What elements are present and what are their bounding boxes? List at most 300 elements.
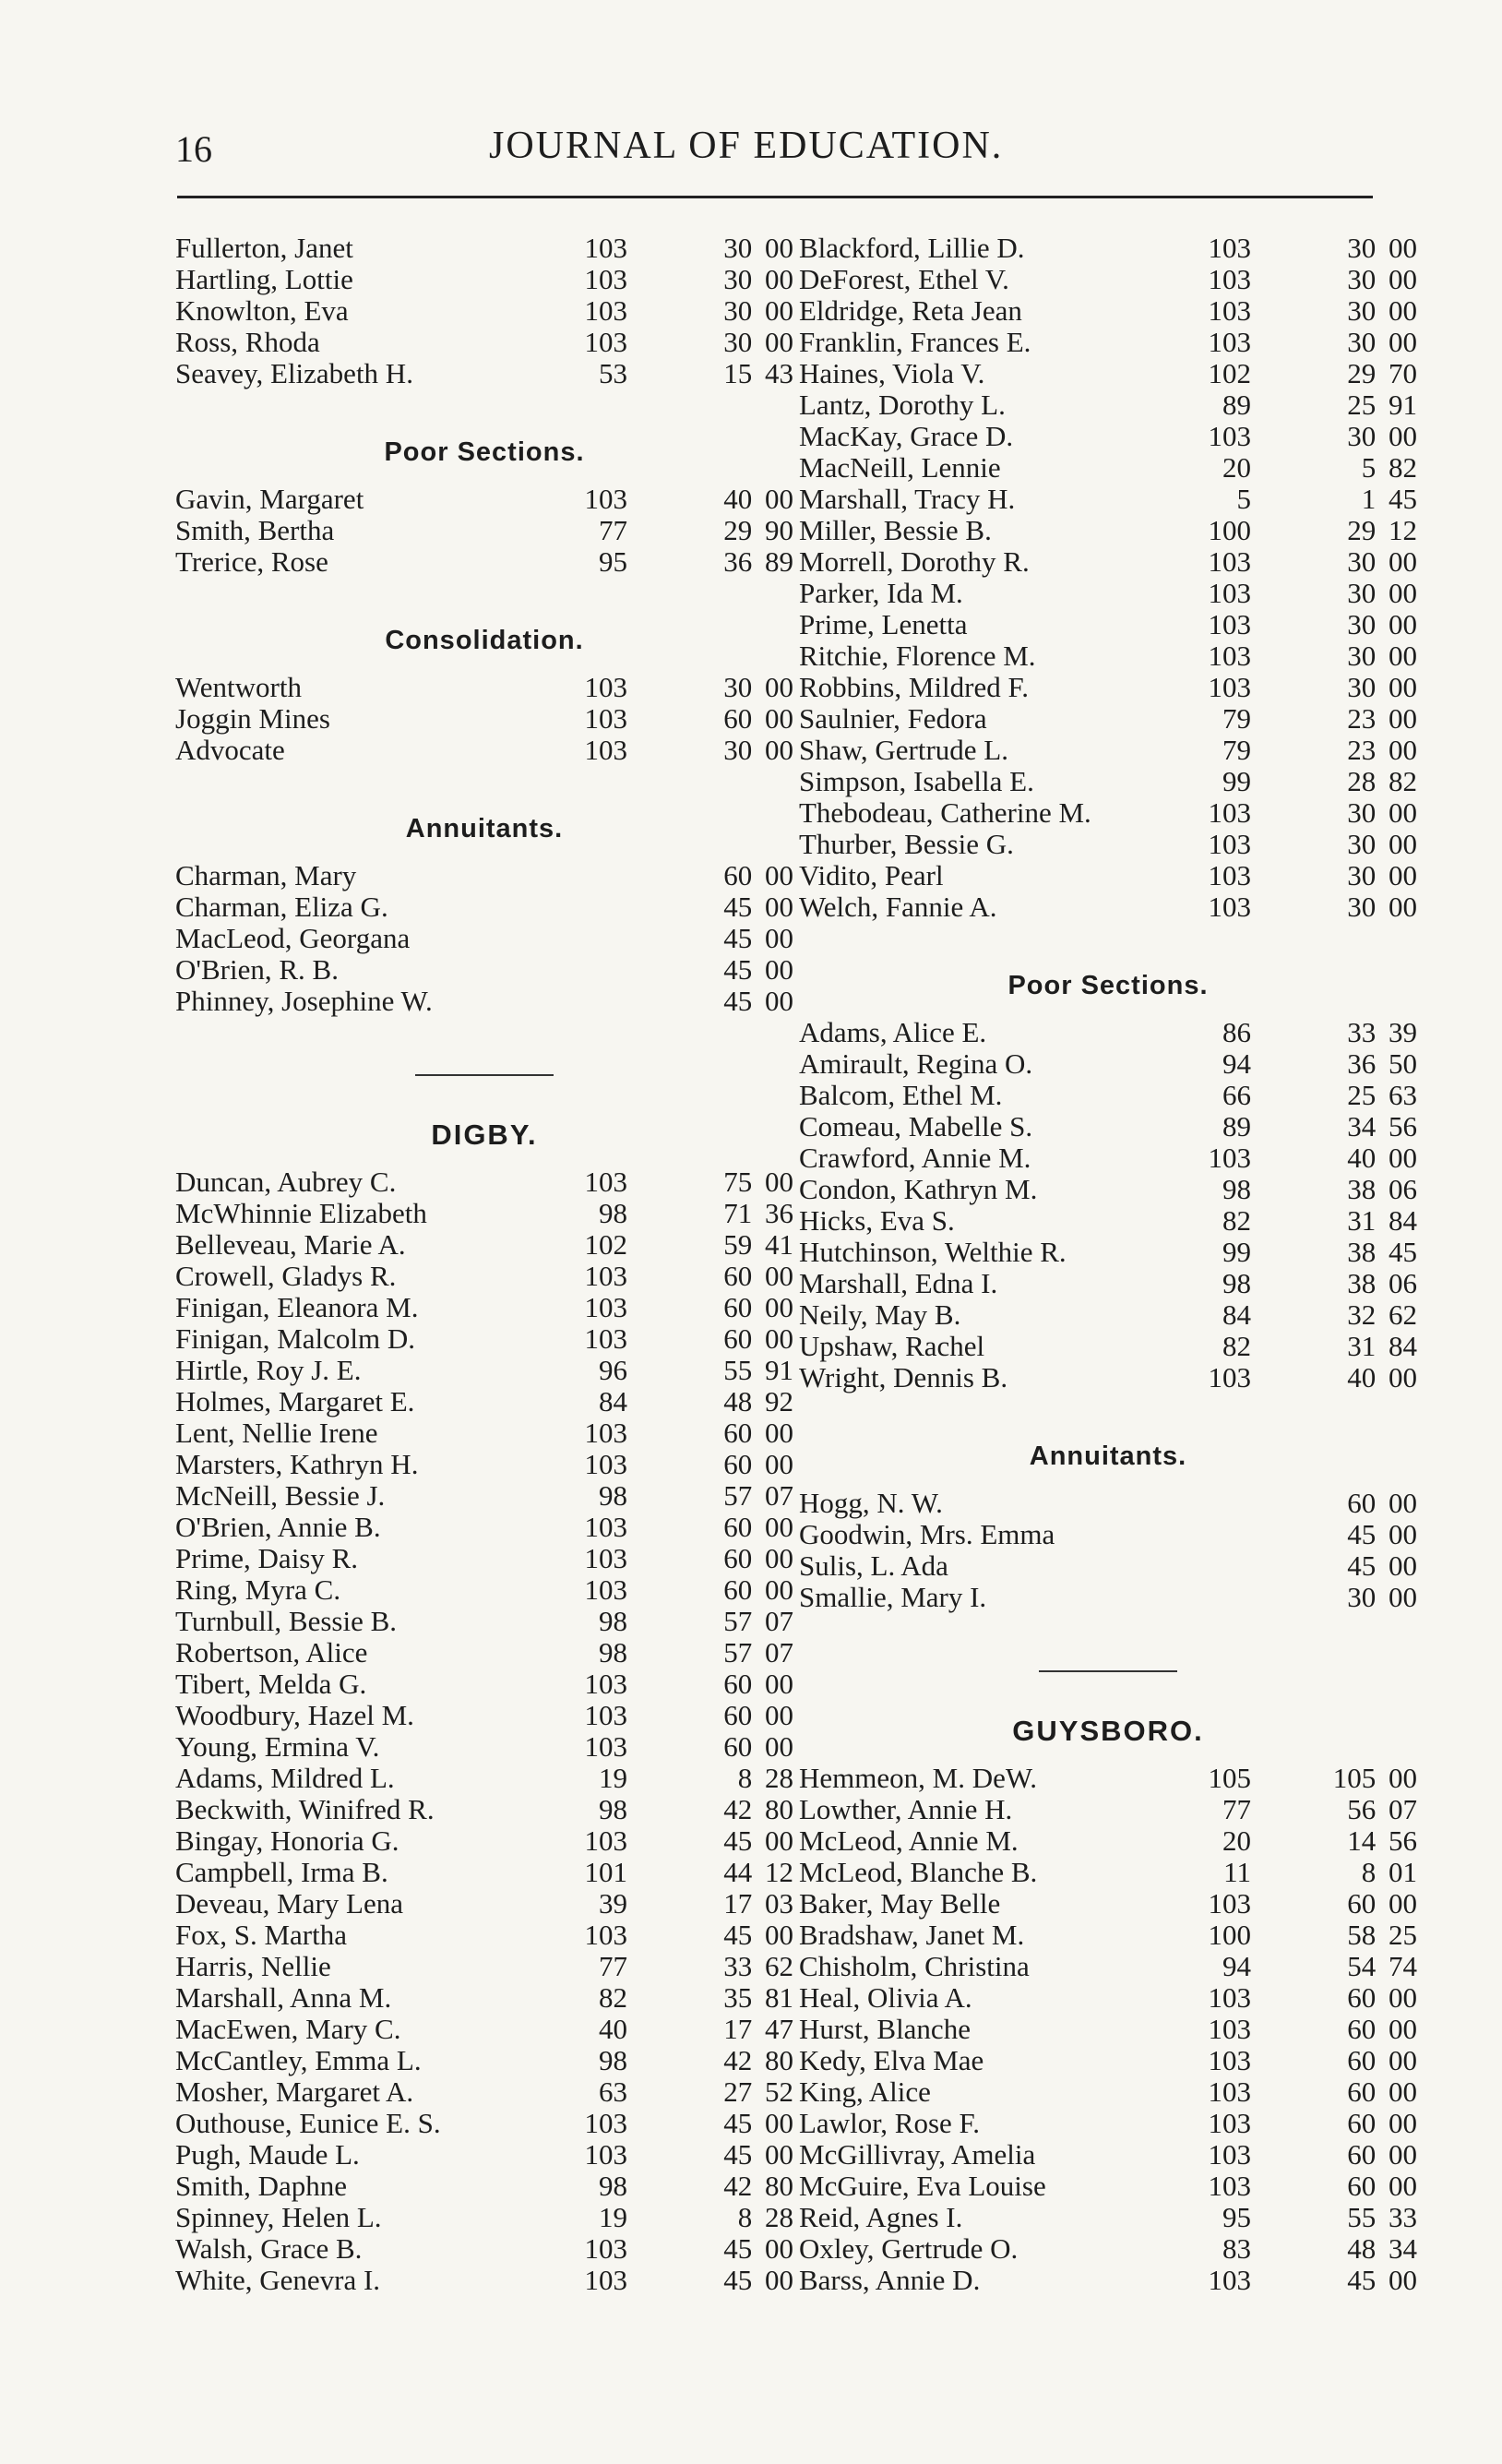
days-taught: 103 [584,1730,627,1763]
days-taught: 66 [1222,1079,1251,1111]
days-taught: 98 [599,1636,627,1669]
ledger-row [799,452,1417,484]
ledger-row [175,923,793,954]
grant-amount: 45 00 [723,891,793,923]
days-taught: 103 [1208,2013,1251,2045]
ledger-row [799,1951,1417,1982]
grant-amount: 30 00 [1347,577,1417,609]
teacher-name: Seavey, Elizabeth H. [175,357,413,389]
grant-amount: 60 00 [1347,1487,1417,1519]
ledger-row [799,1362,1417,1393]
grant-amount: 60 00 [723,859,793,891]
ledger-row [799,421,1417,452]
days-taught: 40 [599,2013,627,2045]
grant-amount: 38 06 [1347,1267,1417,1299]
grant-amount: 28 82 [1347,765,1417,797]
teacher-name: Haines, Viola V. [799,357,985,389]
teacher-name: Turnbull, Bessie B. [175,1605,398,1637]
ledger-row [799,891,1417,923]
grant-amount: 30 00 [1347,859,1417,891]
grant-amount: 60 00 [1347,1981,1417,2014]
ledger-row [799,295,1417,327]
grant-amount: 45 00 [723,953,793,986]
ledger-row [175,1606,793,1637]
days-taught: 19 [599,2201,627,2233]
section-heading: Poor Sections. [1007,971,1209,1000]
grant-amount: 60 00 [723,1699,793,1731]
section-heading: Annuitants. [1029,1441,1187,1471]
days-taught: 101 [584,1856,627,1888]
teacher-name: Robbins, Mildred F. [799,671,1029,703]
teacher-name: Knowlton, Eva [175,294,349,327]
grant-amount: 56 07 [1347,1793,1417,1825]
ledger-row [175,1355,793,1386]
grant-amount: 55 33 [1347,2201,1417,2233]
ledger-row [175,2265,793,2296]
days-taught: 103 [1208,326,1251,358]
section-spacer [175,766,793,797]
grant-amount: 25 63 [1347,1079,1417,1111]
section-heading: Annuitants. [405,814,564,843]
days-taught: 103 [1208,2264,1251,2296]
days-taught: 77 [599,514,627,546]
days-taught: 95 [599,545,627,578]
days-taught: 105 [1208,1762,1251,1794]
ledger-row [175,1920,793,1951]
days-taught: 98 [599,2170,627,2202]
days-taught: 103 [584,702,627,735]
ledger-row [175,954,793,986]
days-taught: 103 [584,2107,627,2139]
ledger-row [175,1512,793,1543]
days-taught: 103 [584,2264,627,2296]
ledger-row [175,860,793,891]
days-taught: 103 [584,1417,627,1449]
teacher-name: O'Brien, Annie B. [175,1511,381,1543]
teacher-name: Lowther, Annie H. [799,1793,1013,1825]
ledger-row [175,735,793,766]
section-divider [175,1048,793,1104]
ledger-row [799,546,1417,578]
days-taught: 103 [584,734,627,766]
teacher-name: Adams, Alice E. [799,1016,987,1048]
days-taught: 103 [1208,420,1251,452]
grant-amount: 33 62 [723,1950,793,1982]
section-spacer [175,1017,793,1048]
ledger-row [799,2108,1417,2139]
teacher-name: Walsh, Grace B. [175,2232,363,2265]
ledger-row [799,1488,1417,1519]
ledger-row [175,703,793,735]
days-taught: 63 [599,2075,627,2108]
grant-amount: 36 50 [1347,1047,1417,1080]
teacher-name: Phinney, Josephine W. [175,985,433,1017]
days-taught: 100 [1208,1919,1251,1951]
section-spacer [175,578,793,609]
days-taught: 103 [1208,671,1251,703]
days-taught: 103 [584,1260,627,1292]
grant-amount: 30 00 [1347,232,1417,264]
days-taught: 19 [599,1762,627,1794]
grant-amount: 45 00 [723,985,793,1017]
days-taught: 98 [599,1793,627,1825]
grant-amount: 60 00 [1347,2013,1417,2045]
days-taught: 103 [584,1824,627,1857]
teacher-name: McGuire, Eva Louise [799,2170,1046,2202]
days-taught: 20 [1222,1824,1251,1857]
days-taught: 103 [1208,1142,1251,1174]
teacher-name: MacLeod, Georgana [175,922,411,954]
grant-amount: 17 03 [723,1887,793,1920]
teacher-name: Wentworth [175,671,302,703]
teacher-name: Finigan, Malcolm D. [175,1322,416,1355]
teacher-name: Lantz, Dorothy L. [799,389,1006,421]
ledger-row [799,264,1417,295]
ledger-row [799,2076,1417,2108]
days-taught: 103 [1208,1887,1251,1920]
grant-amount: 57 07 [723,1605,793,1637]
grant-amount: 42 80 [723,1793,793,1825]
ledger-row [175,546,793,578]
teacher-name: MacEwen, Mary C. [175,2013,401,2045]
days-taught: 98 [599,1479,627,1512]
grant-amount: 29 70 [1347,357,1417,389]
county-heading: DIGBY. [431,1118,538,1151]
days-taught: 84 [1222,1298,1251,1331]
teacher-name: Goodwin, Mrs. Emma [799,1518,1055,1550]
grant-amount: 38 06 [1347,1173,1417,1205]
days-taught: 103 [584,1699,627,1731]
teacher-name: Hogg, N. W. [799,1487,943,1519]
teacher-name: Barss, Annie D. [799,2264,981,2296]
teacher-name: Duncan, Aubrey C. [175,1166,397,1198]
ledger-row [799,233,1417,264]
teacher-name: Blackford, Lillie D. [799,232,1025,264]
ledger-row [799,703,1417,735]
grant-amount: 25 91 [1347,389,1417,421]
grant-amount: 8 28 [737,1762,793,1794]
county-heading: GUYSBORO. [1012,1715,1204,1747]
teacher-name: McLeod, Annie M. [799,1824,1019,1857]
teacher-name: Gavin, Margaret [175,483,364,515]
ledger-row [175,295,793,327]
days-taught: 103 [584,1919,627,1951]
grant-amount: 8 01 [1361,1856,1417,1888]
grant-amount: 57 07 [723,1636,793,1669]
ledger-row [175,1857,793,1888]
teacher-name: Thurber, Bessie G. [799,828,1014,860]
grant-amount: 30 00 [1347,294,1417,327]
grant-amount: 60 00 [723,1417,793,1449]
grant-amount: 30 00 [723,294,793,327]
days-taught: 98 [599,1197,627,1229]
grant-amount: 30 00 [723,671,793,703]
grant-amount: 45 00 [723,922,793,954]
grant-amount: 29 12 [1347,514,1417,546]
ledger-row [799,2265,1417,2296]
ledger-row [175,1386,793,1417]
section-heading: Poor Sections. [384,437,585,467]
grant-amount: 60 00 [723,702,793,735]
section-divider [799,1645,1417,1700]
ledger-row [175,2076,793,2108]
ledger-row [175,1198,793,1229]
teacher-name: McWhinnie Elizabeth [175,1197,427,1229]
days-taught: 103 [1208,2170,1251,2202]
teacher-name: Heal, Olivia A. [799,1981,972,2014]
days-taught: 103 [584,232,627,264]
teacher-name: Smallie, Mary I. [799,1581,987,1613]
ledger-row [799,672,1417,703]
days-taught: 103 [1208,640,1251,672]
ledger-row [175,1982,793,2014]
teacher-name: Holmes, Margaret E. [175,1385,415,1417]
teacher-name: Advocate [175,734,285,766]
section-spacer [799,923,1417,954]
days-taught: 94 [1222,1047,1251,1080]
days-taught: 96 [599,1354,627,1386]
ledger-row [175,1637,793,1669]
teacher-name: Pugh, Maude L. [175,2138,360,2171]
grant-amount: 35 81 [723,1981,793,2014]
grant-amount: 45 00 [1347,1549,1417,1582]
ledger-row [799,1550,1417,1582]
page-header [175,118,1375,173]
grant-amount: 60 00 [1347,2075,1417,2108]
ledger-row [799,2014,1417,2045]
days-taught: 102 [1208,357,1251,389]
ledger-row [799,797,1417,829]
teacher-name: Campbell, Irma B. [175,1856,388,1888]
grant-amount: 45 00 [723,2232,793,2265]
grant-amount: 48 34 [1347,2232,1417,2265]
teacher-name: Franklin, Frances E. [799,326,1031,358]
teacher-name: Hurst, Blanche [799,2013,971,2045]
ledger-row [799,2202,1417,2233]
teacher-name: Balcom, Ethel M. [799,1079,1003,1111]
grant-amount: 30 00 [1347,828,1417,860]
teacher-name: Bingay, Honoria G. [175,1824,399,1857]
days-taught: 82 [1222,1330,1251,1362]
section-heading: Consolidation. [385,626,584,655]
ledger-row [799,1763,1417,1794]
teacher-name: Smith, Bertha [175,514,335,546]
ledger-row [175,2171,793,2202]
teacher-name: Simpson, Isabella E. [799,765,1034,797]
ledger-row [175,1166,793,1198]
ledger-row [799,1268,1417,1299]
ledger-row [175,1292,793,1323]
teacher-name: Beckwith, Winifred R. [175,1793,435,1825]
days-taught: 103 [584,1322,627,1355]
teacher-name: Kedy, Elva Mae [799,2044,984,2076]
grant-amount: 60 00 [723,1260,793,1292]
ledger-row [799,609,1417,640]
grant-amount: 30 00 [1347,796,1417,829]
ledger-row [175,2108,793,2139]
days-taught: 103 [1208,294,1251,327]
teacher-name: McCantley, Emma L. [175,2044,422,2076]
days-taught: 103 [584,2232,627,2265]
ledger-row [175,1261,793,1292]
days-taught: 103 [1208,859,1251,891]
ledger-row [799,327,1417,358]
teacher-name: Ross, Rhoda [175,326,320,358]
ledger-row [175,1449,793,1480]
grant-amount: 60 00 [723,1448,793,1480]
grant-amount: 57 07 [723,1479,793,1512]
ledger-row [175,2014,793,2045]
teacher-name: Spinney, Helen L. [175,2201,382,2233]
days-taught: 103 [1208,232,1251,264]
ledger-row [799,640,1417,672]
ledger-row [175,1794,793,1825]
grant-amount: 45 00 [723,2138,793,2171]
days-taught: 5 [1236,483,1251,515]
days-taught: 103 [1208,2044,1251,2076]
grant-amount: 55 91 [723,1354,793,1386]
teacher-name: Eldridge, Reta Jean [799,294,1022,327]
ledger-row [175,1574,793,1606]
days-taught: 103 [1208,263,1251,295]
ledger-row [799,1331,1417,1362]
teacher-name: Joggin Mines [175,702,330,735]
days-taught: 103 [584,483,627,515]
teacher-name: Robertson, Alice [175,1636,368,1669]
days-taught: 79 [1222,734,1251,766]
ledger-row [175,1888,793,1920]
ledger-row [175,2233,793,2265]
teacher-name: Parker, Ida M. [799,577,963,609]
teacher-name: Adams, Mildred L. [175,1762,395,1794]
grant-amount: 34 56 [1347,1110,1417,1142]
running-title: JOURNAL OF EDUCATION. [489,125,1004,167]
grant-amount: 59 41 [723,1228,793,1261]
grant-amount: 60 00 [723,1322,793,1355]
teacher-name: Hemmeon, M. DeW. [799,1762,1038,1794]
teacher-name: DeForest, Ethel V. [799,263,1009,295]
grant-amount: 42 80 [723,2044,793,2076]
grant-amount: 45 00 [1347,1518,1417,1550]
teacher-name: McGillivray, Amelia [799,2138,1036,2171]
grant-amount: 23 00 [1347,734,1417,766]
teacher-name: O'Brien, R. B. [175,953,339,986]
teacher-name: Finigan, Eleanora M. [175,1291,419,1323]
grant-amount: 30 00 [1347,545,1417,578]
grant-amount: 45 00 [723,1919,793,1951]
days-taught: 99 [1222,765,1251,797]
grant-amount: 33 39 [1347,1016,1417,1048]
teacher-name: Prime, Daisy R. [175,1542,359,1574]
ledger-row [799,1017,1417,1048]
ledger-row [175,2202,793,2233]
teacher-name: Charman, Eliza G. [175,891,388,923]
grant-amount: 23 00 [1347,702,1417,735]
teacher-name: Miller, Bessie B. [799,514,992,546]
teacher-name: Neily, May B. [799,1298,961,1331]
grant-amount: 54 74 [1347,1950,1417,1982]
days-taught: 102 [584,1228,627,1261]
ledger-row [799,1888,1417,1920]
days-taught: 103 [1208,2107,1251,2139]
days-taught: 89 [1222,1110,1251,1142]
ledger-row [799,2233,1417,2265]
days-taught: 103 [584,1573,627,1606]
grant-amount: 60 00 [723,1573,793,1606]
days-taught: 103 [584,1668,627,1700]
teacher-name: Tibert, Melda G. [175,1668,367,1700]
grant-amount: 44 12 [723,1856,793,1888]
teacher-name: Hirtle, Roy J. E. [175,1354,362,1386]
grant-amount: 32 62 [1347,1298,1417,1331]
days-taught: 95 [1222,2201,1251,2233]
days-taught: 77 [599,1950,627,1982]
teacher-name: Vidito, Pearl [799,859,944,891]
grant-amount: 40 00 [1347,1361,1417,1393]
page-number: 16 [175,128,212,170]
ledger-row [175,1323,793,1355]
days-taught: 77 [1222,1793,1251,1825]
grant-amount: 8 28 [737,2201,793,2233]
left-column [175,233,793,2296]
ledger-row [175,515,793,546]
grant-amount: 60 00 [1347,2170,1417,2202]
section-spacer [799,1613,1417,1645]
grant-amount: 30 00 [723,263,793,295]
ledger-row [175,2139,793,2171]
teacher-name: Thebodeau, Catherine M. [799,796,1091,829]
teacher-name: Trerice, Rose [175,545,328,578]
days-taught: 98 [599,2044,627,2076]
teacher-name: Harris, Nellie [175,1950,331,1982]
days-taught: 98 [1222,1267,1251,1299]
grant-amount: 1 45 [1361,483,1417,515]
teacher-name: Smith, Daphne [175,2170,347,2202]
days-taught: 103 [584,1291,627,1323]
teacher-name: Prime, Lenetta [799,608,968,640]
days-taught: 103 [584,326,627,358]
grant-amount: 17 47 [723,2013,793,2045]
days-taught: 103 [1208,828,1251,860]
days-taught: 39 [599,1887,627,1920]
days-taught: 79 [1222,702,1251,735]
grant-amount: 29 90 [723,514,793,546]
ledger-row [175,484,793,515]
days-taught: 103 [584,1511,627,1543]
ledger-row [175,1417,793,1449]
teacher-name: Chisholm, Christina [799,1950,1030,1982]
teacher-name: Comeau, Mabelle S. [799,1110,1033,1142]
grant-amount: 71 36 [723,1197,793,1229]
teacher-name: Lent, Nellie Irene [175,1417,378,1449]
ledger-row [799,1857,1417,1888]
grant-amount: 60 00 [1347,2044,1417,2076]
grant-amount: 30 00 [1347,891,1417,923]
ledger-row [799,358,1417,389]
days-taught: 103 [1208,2138,1251,2171]
days-taught: 103 [584,671,627,703]
grant-amount: 60 00 [723,1511,793,1543]
ledger-row [175,1763,793,1794]
teacher-name: Deveau, Mary Lena [175,1887,404,1920]
grant-amount: 45 00 [723,2107,793,2139]
grant-amount: 60 00 [723,1668,793,1700]
grant-amount: 60 00 [723,1730,793,1763]
ledger-row [799,860,1417,891]
grant-amount: 30 00 [723,232,793,264]
teacher-name: Shaw, Gertrude L. [799,734,1008,766]
days-taught: 98 [1222,1173,1251,1205]
